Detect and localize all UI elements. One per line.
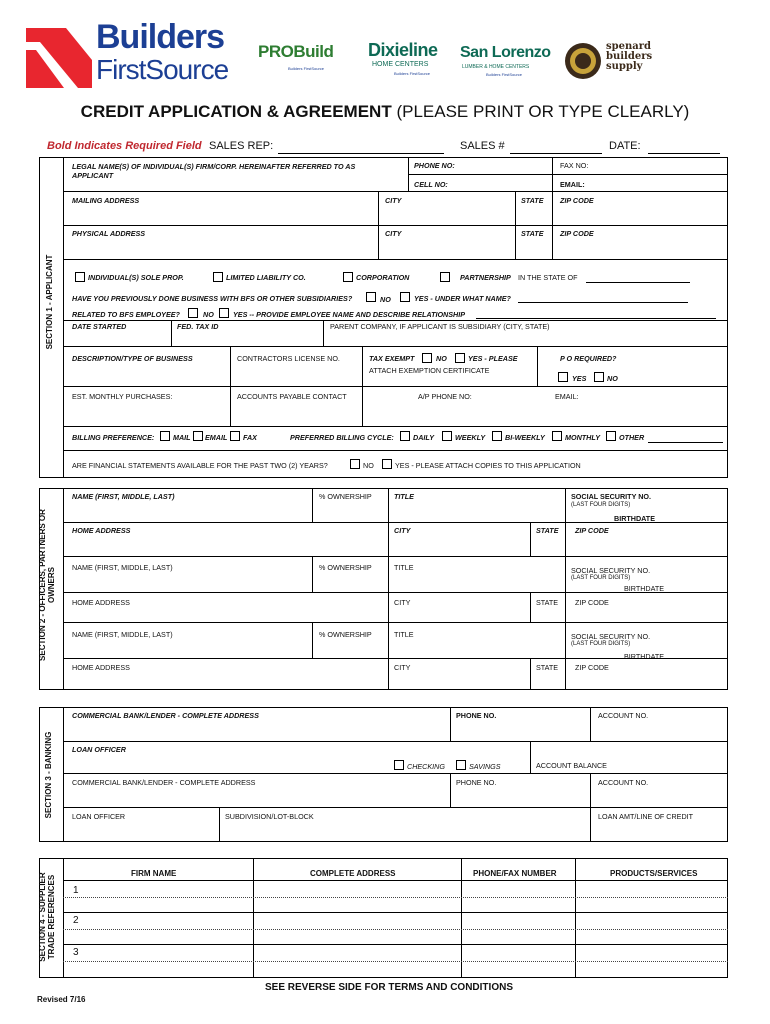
- owner1-name-label: NAME (FIRST, MIDDLE, LAST): [72, 492, 175, 501]
- sanlorenzo-logo-text: San Lorenzo: [460, 44, 551, 61]
- owner3-name-label: NAME (FIRST, MIDDLE, LAST): [72, 630, 173, 639]
- owner1-last-four: (LAST FOUR DIGITS): [571, 502, 631, 508]
- in-state-field[interactable]: [586, 282, 690, 283]
- prev-business-yes-checkbox[interactable]: [400, 292, 410, 302]
- individual-checkbox[interactable]: [75, 272, 85, 282]
- date-label: DATE:: [609, 140, 641, 152]
- reverse-note: SEE REVERSE SIDE FOR TERMS AND CONDITIONS: [265, 982, 513, 993]
- trade-ref-row[interactable]: [63, 912, 728, 944]
- owner3-title-label: TITLE: [394, 630, 414, 639]
- tax-exempt-yes-checkbox[interactable]: [455, 353, 465, 363]
- billing-fax-checkbox[interactable]: [230, 431, 240, 441]
- in-state-label: IN THE STATE OF: [518, 273, 578, 282]
- mailing-state-label: STATE: [521, 196, 544, 205]
- prev-business-no-label: NO: [380, 295, 391, 304]
- mailing-label: MAILING ADDRESS: [72, 196, 140, 205]
- physical-label: PHYSICAL ADDRESS: [72, 229, 146, 238]
- spenard-seal-icon: [564, 42, 602, 80]
- cycle-monthly-label: MONTHLY: [565, 433, 600, 442]
- date-started-label: DATE STARTED: [72, 322, 127, 331]
- firm-name-header: FIRM NAME: [131, 869, 177, 878]
- ap-contact-label: ACCOUNTS PAYABLE CONTACT: [237, 392, 347, 401]
- bank1-account-label: ACCOUNT NO.: [598, 711, 649, 720]
- related-label: RELATED TO BFS EMPLOYEE?: [72, 310, 180, 319]
- description-label: DESCRIPTION/TYPE OF BUSINESS: [72, 354, 193, 363]
- related-no-label: NO: [203, 310, 214, 319]
- owner1-ssn-label: SOCIAL SECURITY NO.: [571, 492, 652, 501]
- legal-name-label: LEGAL NAME(S) OF INDIVIDUAL(S) FIRM/CORP. HEREINAFTER REFERRED TO AS APPLICANT: [72, 162, 356, 180]
- owner2-birthdate-label: BIRTHDATE: [624, 584, 665, 593]
- prev-business-name-field[interactable]: [518, 302, 688, 303]
- physical-city-label: CITY: [385, 229, 402, 238]
- trade-ref-number: 2: [73, 915, 79, 926]
- savings-label: SAVINGS: [469, 762, 501, 771]
- tax-exempt-no-label: NO: [436, 354, 447, 363]
- financials-no-checkbox[interactable]: [350, 459, 360, 469]
- po-no-label: NO: [607, 374, 618, 383]
- billing-cycle-label: PREFERRED BILLING CYCLE:: [290, 433, 394, 442]
- page-title: [0, 102, 770, 122]
- po-yes-label: YES: [572, 374, 587, 383]
- loan-officer2-label: LOAN OFFICER: [72, 812, 126, 821]
- bank2-label: COMMERCIAL BANK/LENDER - COMPLETE ADDRESS: [72, 778, 256, 787]
- bfs-logo-line1: Builders: [96, 18, 225, 56]
- builders-firstsource-logo: [26, 18, 244, 90]
- ap-email-label: EMAIL:: [555, 392, 579, 401]
- contractors-label: CONTRACTORS LICENSE NO.: [237, 354, 340, 363]
- related-no-checkbox[interactable]: [188, 308, 198, 318]
- required-note: Bold Indicates Required Field: [47, 140, 202, 152]
- owner3-zip-label: ZIP CODE: [575, 663, 609, 672]
- owner3-last-four: (LAST FOUR DIGITS): [571, 641, 631, 647]
- owner2-city-label: CITY: [394, 598, 411, 607]
- ap-phone-label: A/P PHONE NO:: [418, 392, 472, 401]
- fax-label: FAX NO:: [560, 161, 589, 170]
- owner3-state-label: STATE: [536, 663, 559, 672]
- date-field[interactable]: [648, 153, 720, 154]
- cycle-other-label: OTHER: [619, 433, 645, 442]
- page-title-regular: (PLEASE PRINT OR TYPE CLEARLY): [396, 102, 690, 121]
- section4-label: SECTION 4 - SUPPLIER TRADE REFERENCES: [38, 872, 57, 962]
- checking-label: CHECKING: [407, 762, 445, 771]
- financials-yes-checkbox[interactable]: [382, 459, 392, 469]
- owner1-birthdate-label: BIRTHDATE: [614, 514, 655, 523]
- owner2-last-four: (LAST FOUR DIGITS): [571, 575, 631, 581]
- dixieline-logo: [368, 40, 448, 80]
- po-yes-checkbox[interactable]: [558, 372, 568, 382]
- probuild-logo-text: PROBuild: [258, 42, 334, 61]
- billing-fax-label: FAX: [243, 433, 257, 442]
- physical-zip-label: ZIP CODE: [560, 229, 594, 238]
- physical-state-label: STATE: [521, 229, 544, 238]
- corporation-label: CORPORATION: [356, 273, 410, 282]
- cycle-biweekly-checkbox[interactable]: [492, 431, 502, 441]
- fed-tax-label: FED. TAX ID: [177, 322, 219, 331]
- sanlorenzo-logo: [460, 44, 552, 84]
- owner3-birthdate-label: BIRTHDATE: [624, 652, 665, 661]
- billing-mail-label: MAIL: [173, 433, 191, 442]
- billing-mail-checkbox[interactable]: [160, 431, 170, 441]
- section2-label: SECTION 2 - OFFICERS, PARTNERS OR OWNERS: [38, 509, 57, 661]
- owner1-zip-label: ZIP CODE: [575, 526, 609, 535]
- cell-label: CELL NO:: [414, 180, 448, 189]
- probuild-logo-sub: Builders FirstSource: [288, 66, 325, 71]
- spenard-logo: [564, 42, 656, 84]
- address-header: COMPLETE ADDRESS: [310, 869, 396, 878]
- sanlorenzo-logo-sub: LUMBER & HOME CENTERS: [462, 64, 530, 70]
- prev-business-no-checkbox[interactable]: [366, 292, 376, 302]
- subdivision-label: SUBDIVISION/LOT-BLOCK: [225, 812, 314, 821]
- sales-rep-field[interactable]: [278, 153, 444, 154]
- tax-exempt-no-checkbox[interactable]: [422, 353, 432, 363]
- owner2-ownership-label: % OWNERSHIP: [319, 563, 372, 572]
- mailing-zip-label: ZIP CODE: [560, 196, 594, 205]
- corporation-checkbox[interactable]: [343, 272, 353, 282]
- sales-rep-label: SALES REP:: [209, 140, 274, 152]
- cycle-biweekly-label: BI-WEEKLY: [505, 433, 545, 442]
- sales-no-label: SALES #: [460, 140, 505, 152]
- phone-label: PHONE NO:: [414, 161, 455, 170]
- prev-business-yes-label: YES - UNDER WHAT NAME?: [414, 294, 511, 303]
- products-header: PRODUCTS/SERVICES: [610, 869, 698, 878]
- related-yes-checkbox[interactable]: [219, 308, 229, 318]
- owner1-state-label: STATE: [536, 526, 559, 535]
- savings-checkbox[interactable]: [456, 760, 466, 770]
- email-label: EMAIL:: [560, 180, 585, 189]
- phone-fax-header: PHONE/FAX NUMBER: [473, 869, 557, 878]
- partnership-checkbox[interactable]: [440, 272, 450, 282]
- trade-ref-number: 3: [73, 947, 79, 958]
- spenard-logo-text: spenard builders supply: [606, 41, 653, 72]
- bank1-phone-label: PHONE NO.: [456, 711, 497, 720]
- dixieline-logo-sub: HOME CENTERS: [372, 61, 429, 68]
- individual-label: INDIVIDUAL(S) SOLE PROP.: [88, 273, 184, 282]
- est-monthly-label: EST. MONTHLY PURCHASES:: [72, 392, 173, 401]
- owner3-home-label: HOME ADDRESS: [72, 663, 130, 672]
- owner3-ssn-label: SOCIAL SECURITY NO.: [571, 632, 651, 641]
- tax-exempt-label: TAX EXEMPT: [369, 354, 415, 363]
- po-required-label: P O REQUIRED?: [560, 354, 617, 363]
- parent-label: PARENT COMPANY, IF APPLICANT IS SUBSIDIARY (CITY, STATE): [330, 322, 550, 331]
- owner2-home-label: HOME ADDRESS: [72, 598, 130, 607]
- bank1-label: COMMERCIAL BANK/LENDER - COMPLETE ADDRESS: [72, 711, 259, 720]
- cycle-weekly-label: WEEKLY: [455, 433, 486, 442]
- checking-checkbox[interactable]: [394, 760, 404, 770]
- llc-label: LIMITED LIABILITY CO.: [226, 273, 306, 282]
- billing-pref-label: BILLING PREFERENCE:: [72, 433, 155, 442]
- trade-ref-number: 1: [73, 885, 79, 896]
- trade-ref-row[interactable]: [63, 880, 728, 912]
- loan-officer1-label: LOAN OFFICER: [72, 745, 126, 754]
- dixieline-logo-text: Dixieline: [368, 40, 438, 60]
- owner1-city-label: CITY: [394, 526, 411, 535]
- billing-email-label: EMAIL: [205, 433, 228, 442]
- prev-business-label: HAVE YOU PREVIOUSLY DONE BUSINESS WITH BFS OR OTHER SUBSIDIARIES?: [72, 294, 353, 303]
- cycle-weekly-checkbox[interactable]: [442, 431, 452, 441]
- tax-exempt-yes-label: YES - PLEASE: [468, 354, 518, 363]
- bfs-logo-line2: FirstSource: [96, 54, 229, 85]
- owner1-ownership-label: % OWNERSHIP: [319, 492, 372, 501]
- financials-label: ARE FINANCIAL STATEMENTS AVAILABLE FOR THE PAST TWO (2) YEARS?: [72, 461, 328, 470]
- section1-label: SECTION 1 - APPLICANT: [45, 254, 54, 350]
- related-yes-label: YES -- PROVIDE EMPLOYEE NAME AND DESCRIBE RELATIONSHIP: [233, 310, 466, 319]
- bank2-phone-label: PHONE NO.: [456, 778, 497, 787]
- llc-checkbox[interactable]: [213, 272, 223, 282]
- owner3-city-label: CITY: [394, 663, 411, 672]
- related-field[interactable]: [476, 318, 716, 319]
- balance-label: ACCOUNT BALANCE: [536, 761, 607, 770]
- section3-label: SECTION 3 - BANKING: [44, 731, 53, 819]
- owner2-state-label: STATE: [536, 598, 559, 607]
- cycle-monthly-checkbox[interactable]: [552, 431, 562, 441]
- owner2-name-label: NAME (FIRST, MIDDLE, LAST): [72, 563, 173, 572]
- financials-yes-label: YES - PLEASE ATTACH COPIES TO THIS APPLICATION: [395, 461, 581, 470]
- mailing-city-label: CITY: [385, 196, 402, 205]
- cycle-other-field[interactable]: [648, 442, 723, 443]
- attach-cert-label: ATTACH EXEMPTION CERTIFICATE: [369, 366, 490, 375]
- probuild-logo: [258, 42, 353, 82]
- section3-frame: [39, 707, 728, 842]
- bfs-logo-mark-icon: [26, 20, 92, 88]
- dixieline-logo-sub2: Builders FirstSource: [394, 71, 431, 76]
- owner2-title-label: TITLE: [394, 563, 414, 572]
- owner1-title-label: TITLE: [394, 492, 414, 501]
- sales-no-field[interactable]: [510, 153, 602, 154]
- financials-no-label: NO: [363, 461, 374, 470]
- owner1-home-label: HOME ADDRESS: [72, 526, 131, 535]
- cycle-daily-label: DAILY: [413, 433, 435, 442]
- page-title-bold: CREDIT APPLICATION & AGREEMENT: [80, 102, 392, 121]
- partnership-label: PARTNERSHIP: [460, 273, 511, 282]
- owner3-ownership-label: % OWNERSHIP: [319, 630, 372, 639]
- owner2-zip-label: ZIP CODE: [575, 598, 609, 607]
- loan-amt-label: LOAN AMT/LINE OF CREDIT: [598, 812, 694, 821]
- cycle-other-checkbox[interactable]: [606, 431, 616, 441]
- sanlorenzo-logo-sub2: Builders FirstSource: [486, 72, 523, 77]
- billing-email-checkbox[interactable]: [193, 431, 203, 441]
- po-no-checkbox[interactable]: [594, 372, 604, 382]
- revised-note: Revised 7/16: [37, 995, 86, 1004]
- owner2-ssn-label: SOCIAL SECURITY NO.: [571, 566, 651, 575]
- bank2-account-label: ACCOUNT NO.: [598, 778, 649, 787]
- cycle-daily-checkbox[interactable]: [400, 431, 410, 441]
